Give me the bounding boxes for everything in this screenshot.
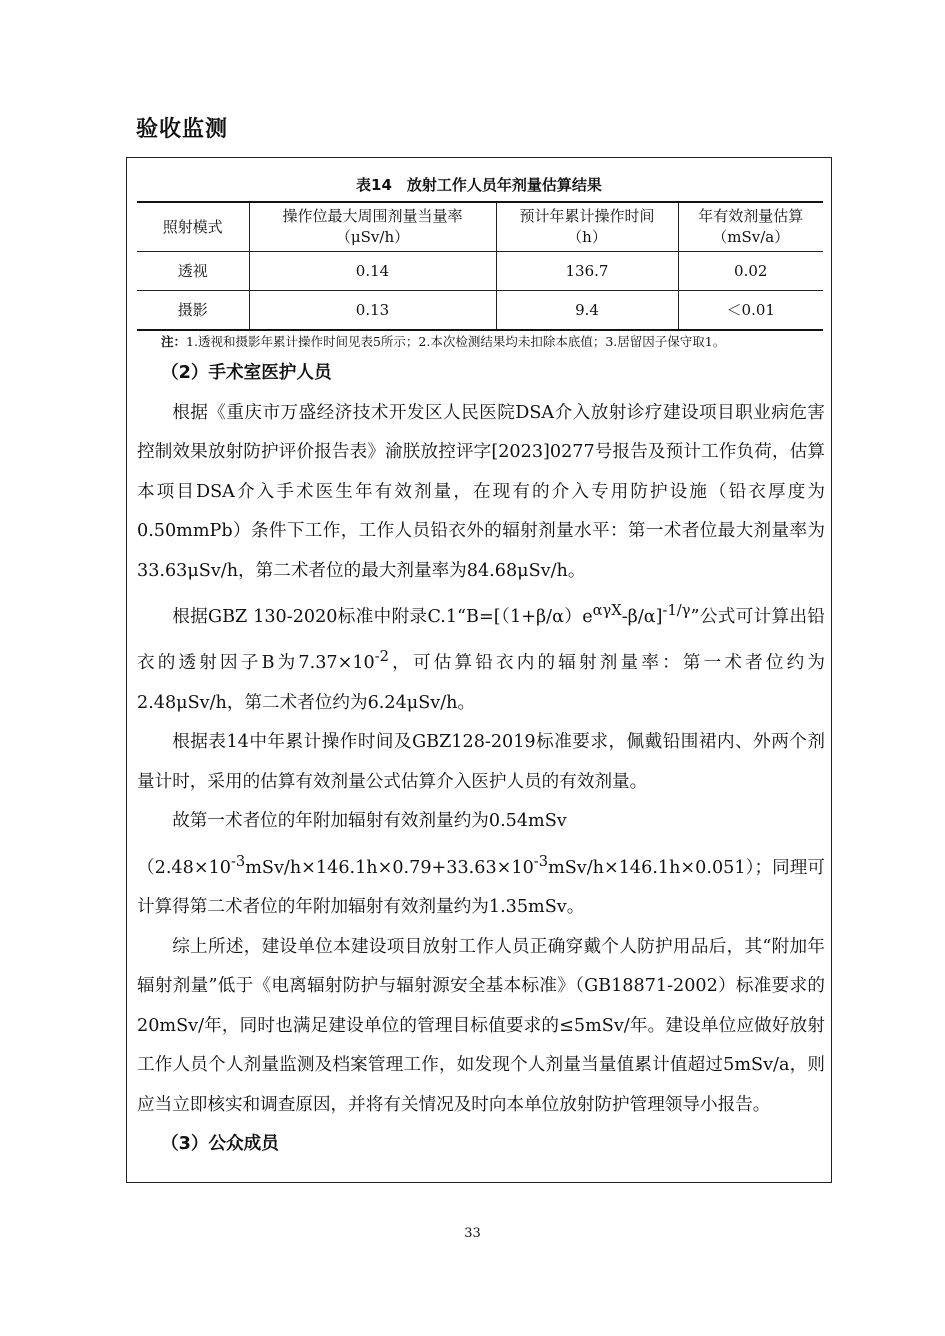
paragraph-4-formula: $(2.48\times 10^{-3}mSv/h\times 146.1h\times 0.79+33.63\times 10^{-3}mSv/h\times 146.1h\times 0.051)$；同理可计算得第二术者位的年附加辐射有效剂量约为1.35mSv。 [137,852,826,918]
paragraph-3: 根据表14中年累计操作时间及GBZ128-2019标准要求，佩戴铅围裙内、外两个剂量计时，采用的估算有效剂量公式估算介入医护人员的有效剂量。 [137,732,825,792]
cell-mode: 透视 [137,252,249,291]
dose-table [137,201,823,331]
paragraph-4-line-1: 故第一术者位的年附加辐射有效剂量约为0.54mSv [172,811,567,832]
header-time: 预计年累计操作时间 （h） [496,202,678,252]
header-mode: 照射模式 [137,202,249,252]
header-dose-rate: 操作位最大周围剂量当量率 （μSv/h） [249,202,496,252]
header-annual-dose: 年有效剂量估算 （mSv/a） [678,202,823,252]
cell-annual-dose: 0.02 [678,252,823,291]
cell-time: 136.7 [496,252,678,291]
cell-time: 9.4 [496,291,678,331]
heading-public: （3）公众成员 [161,1134,279,1155]
note-text: 1.透视和摄影年累计操作时间见表5所示；2.本次检测结果均未扣除本底值；3.居留因子保守取1。 [186,334,726,349]
table-header-row [137,202,823,252]
section-title: 验收监测 [136,117,229,142]
paragraph-2: 根据GBZ 130-2020标准中附录$C.1“B=[(1+\beta/\alpha)e^{\alpha\gamma X}-\beta/\alpha]^{-1/\gamma}$”公式可计算出铅衣的透射因子B为$7.37\times 10^{-2}$，可估算铅衣内的辐射剂量率：第一术者位约为2.48μSv/h，第二术者位约为6.24μSv/h。 [137,602,825,713]
paragraph-5: 综上所述，建设单位本建设项目放射工作人员正确穿戴个人防护用品后，其“附加年辐射剂量”低于《电离辐射防护与辐射源安全基本标准》（GB18871-2002）标准要求的20mSv/年，同时也满足建设单位的管理目标值要求的≤5mSv/年。建设单位应做好放射工作人员个人剂量监测及档案管理工作，如发现个人剂量当量值累计值超过5mSv/a，则应当立即核实和调查原因，并将有关情况及时向本单位放射防护管理领导小报告。 [137,936,825,1115]
table-row [137,291,823,331]
table-note [161,332,725,350]
paragraph-1: 根据《重庆市万盛经济技术开发区人民医院DSA介入放射诊疗建设项目职业病危害控制效果放射防护评价报告表》渝朕放控评字[2023]0277号报告及预计工作负荷，估算本项目DSA介入手术医生年有效剂量，在现有的介入专用防护设施（铅衣厚度为0.50mmPb）条件下工作，工作人员铅衣外的辐射剂量水平：第一术者位最大剂量率为33.63μSv/h，第二术者位的最大剂量率为84.68μSv/h。 [137,402,825,581]
note-label: 注： [161,334,187,349]
page-number: 33 [464,1226,481,1241]
cell-dose-rate: 0.13 [249,291,496,331]
table-row [137,252,823,291]
body-text [137,354,825,1165]
content-frame [126,157,832,1183]
table-title: 表14 放射工作人员年剂量估算结果 [356,176,602,194]
heading-surgery-staff: （2）手术室医护人员 [161,363,332,383]
cell-mode: 摄影 [137,291,249,331]
cell-annual-dose: ＜0.01 [678,291,823,331]
cell-dose-rate: 0.14 [249,252,496,291]
